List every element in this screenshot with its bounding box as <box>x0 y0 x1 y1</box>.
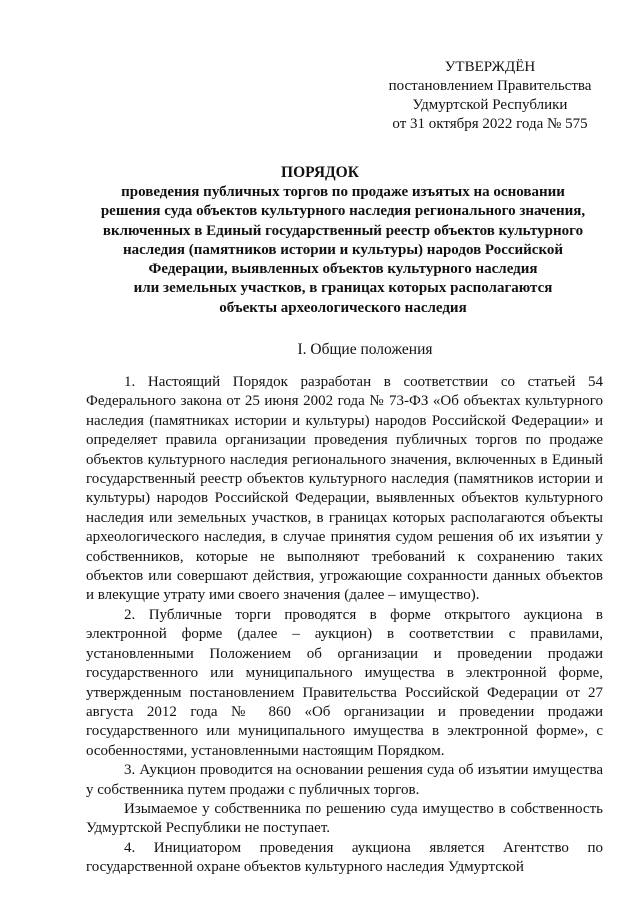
document-title: ПОРЯДОК <box>281 164 359 181</box>
approval-line-1: УТВЕРЖДЁН <box>444 59 536 75</box>
subtitle-line: включенных в Единый государственный реестр объектов культурного <box>102 222 584 239</box>
paragraph-2: 2. Публичные торги проводятся в форме открытого аукциона в электронной форме (далее – аукцион) в соответствии с правилами, установленными Положением об организации и проведении продажи государственного или муниципального имущества в электронной форме, утвержденным постановлением Правительства Российской Федерации от 27 августа 2012 года № 860 «Об организации и проведении продажи государственного или муниципального имущества в электронной форме», с особенностями, установленными настоящим Порядком. <box>86 606 603 759</box>
subtitle-line: объекты археологического наследия <box>219 299 467 316</box>
approval-line-3: Удмуртской Республики <box>412 97 568 113</box>
paragraph-3: 3. Аукцион проводится на основании решения суда об изъятии имущества у собственника путем продажи с публичных торгов. <box>86 762 603 798</box>
subtitle-line: проведения публичных торгов по продаже изъятых на основании <box>121 184 565 200</box>
approval-line-2: постановлением Правительства <box>388 78 592 94</box>
subtitle-line: решения суда объектов культурного наследия регионального значения, <box>100 203 586 220</box>
approval-line-4: от 31 октября 2022 года № 575 <box>392 116 588 132</box>
section-heading: I. Общие положения <box>297 341 433 358</box>
document-subtitle <box>78 183 608 318</box>
subtitle-line: Федерации, выявленных объектов культурного наследия <box>148 261 538 278</box>
subtitle-line: наследия (памятников истории и культуры) народов Российской <box>122 241 564 258</box>
document-body <box>86 373 603 878</box>
subtitle-line: или земельных участков, в границах которых располагаются <box>133 280 553 297</box>
paragraph-4: 4. Инициатором проведения аукциона является Агентство по государственной охране объектов культурного наследия Удмуртской <box>86 839 603 876</box>
approval-stamp-block <box>360 58 620 134</box>
paragraph-3-continuation: Изымаемое у собственника по решению суда имущество в собственность Удмуртской Республики не поступает. <box>86 800 603 837</box>
paragraph-1: 1. Настоящий Порядок разработан в соответствии со статьей 54 Федерального закона от 25 июня 2002 года № 73-ФЗ «Об объектах культурного наследия (памятниках истории и культуры) народов Российской Федерации» и определяет правила организации проведения публичных торгов по продаже объектов культурного наследия регионального значения, включенных в Единый государственный реестр объектов культурного наследия (памятников истории и культуры) народов Российской Федерации, выявленных объектов культурного наследия или земельных участков, в границах которых располагаются объекты археологического наследия, в случае принятия судом решения об их изъятии у собственников, которые не выполняют требований к сохранению таких объектов или совершают действия, угрожающие сохранности данных объектов и влекущие утрату ими своего значения (далее – имущество). <box>86 374 603 604</box>
